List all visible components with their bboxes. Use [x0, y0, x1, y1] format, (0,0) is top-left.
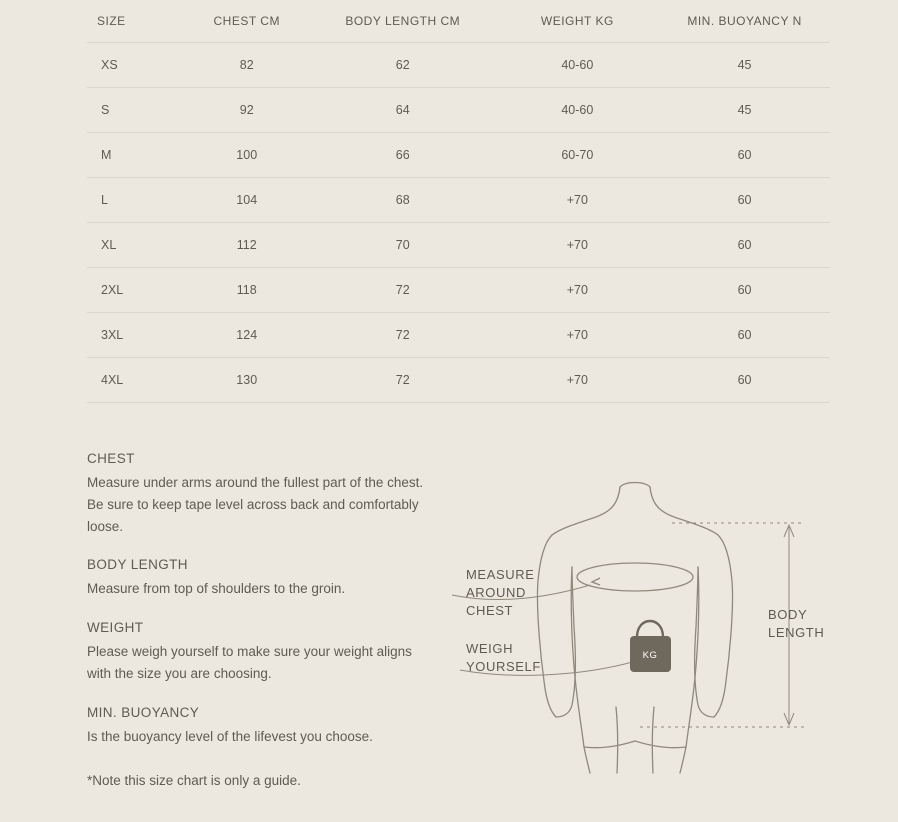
cell-chest: 112 [184, 223, 310, 268]
table-row [87, 133, 830, 178]
size-chart-table [87, 0, 830, 403]
cell-body-length: 72 [310, 313, 496, 358]
note-chest [87, 448, 427, 537]
cell-size: 2XL [87, 268, 184, 313]
cell-size: S [87, 88, 184, 133]
column-header-size: SIZE [97, 14, 126, 28]
note-title: WEIGHT [87, 620, 144, 636]
size-chart-head [87, 0, 830, 43]
cell-weight: 60-70 [496, 133, 659, 178]
cell-body-length: 68 [310, 178, 496, 223]
cell-chest: 130 [184, 358, 310, 403]
table-row [87, 88, 830, 133]
cell-size: L [87, 178, 184, 223]
note-title: CHEST [87, 451, 135, 466]
weight-tag-label: KG [642, 650, 658, 661]
table-row [87, 178, 830, 223]
cell-weight: +70 [496, 178, 659, 223]
cell-size: M [87, 133, 184, 178]
table-row [87, 268, 830, 313]
cell-body-length: 70 [310, 223, 496, 268]
note-weight [87, 617, 427, 685]
cell-buoyancy: 60 [659, 268, 830, 313]
cell-size: 3XL [87, 313, 184, 358]
note-body: Please weigh yourself to make sure your weight aligns with the size you are choosing. [87, 644, 412, 681]
table-row [87, 223, 830, 268]
size-chart-container [87, 0, 830, 403]
cell-body-length: 66 [310, 133, 496, 178]
table-row [87, 43, 830, 88]
cell-chest: 82 [184, 43, 310, 88]
cell-chest: 92 [184, 88, 310, 133]
note-body: Measure from top of shoulders to the groin. [87, 581, 346, 597]
cell-buoyancy: 45 [659, 43, 830, 88]
cell-buoyancy: 60 [659, 313, 830, 358]
cell-weight: 40-60 [496, 43, 659, 88]
cell-weight: +70 [496, 313, 659, 358]
column-header-weight: WEIGHT KG [540, 14, 614, 28]
column-header-chest: CHEST CM [213, 14, 280, 28]
cell-buoyancy: 60 [659, 178, 830, 223]
note-body: Measure under arms around the fullest part of the chest. Be sure to keep tape level across back and comfortably loose. [87, 474, 424, 534]
table-row [87, 313, 830, 358]
cell-chest: 118 [184, 268, 310, 313]
cell-body-length: 72 [310, 358, 496, 403]
size-chart-footnote: *Note this size chart is only a guide. [87, 773, 301, 789]
weigh-yourself-label-line1: WEIGH [466, 641, 514, 656]
chest-measure-ellipse-icon [577, 563, 693, 591]
torso-outline-icon [537, 483, 732, 774]
cell-weight: 40-60 [496, 88, 659, 133]
cell-body-length: 72 [310, 268, 496, 313]
measure-chest-label-line3: CHEST [466, 603, 514, 618]
note-title: MIN. BUOYANCY [87, 704, 200, 720]
cell-buoyancy: 45 [659, 88, 830, 133]
cell-weight: +70 [496, 268, 659, 313]
note-body: Is the buoyancy level of the lifevest you choose. [87, 728, 373, 744]
note-body-length [87, 554, 427, 600]
table-header-row [87, 0, 830, 43]
measure-chest-label-line2: AROUND [466, 585, 526, 600]
cell-buoyancy: 60 [659, 358, 830, 403]
weight-tag-icon [630, 621, 671, 672]
size-chart-body [87, 43, 830, 403]
cell-chest: 104 [184, 178, 310, 223]
cell-buoyancy: 60 [659, 133, 830, 178]
cell-body-length: 64 [310, 88, 496, 133]
weigh-yourself-label-line2: YOURSELF [466, 659, 541, 674]
cell-weight: +70 [496, 358, 659, 403]
cell-chest: 100 [184, 133, 310, 178]
cell-weight: +70 [496, 223, 659, 268]
cell-buoyancy: 60 [659, 223, 830, 268]
cell-chest: 124 [184, 313, 310, 358]
cell-body-length: 62 [310, 43, 496, 88]
measurement-notes [87, 448, 427, 792]
body-length-label-line2: LENGTH [768, 625, 825, 640]
column-header-buoyancy: MIN. BUOYANCY N [687, 14, 802, 28]
body-diagram-svg [440, 455, 860, 795]
column-header-body-length: BODY LENGTH CM [345, 14, 461, 28]
cell-size: XS [87, 43, 184, 88]
measure-chest-label-line1: MEASURE [466, 567, 535, 582]
body-measurement-diagram [440, 455, 860, 795]
note-min-buoyancy [87, 702, 427, 748]
cell-size: XL [87, 223, 184, 268]
note-title: BODY LENGTH [87, 557, 188, 573]
body-length-label-line1: BODY [768, 607, 808, 622]
cell-size: 4XL [87, 358, 184, 403]
table-row [87, 358, 830, 403]
